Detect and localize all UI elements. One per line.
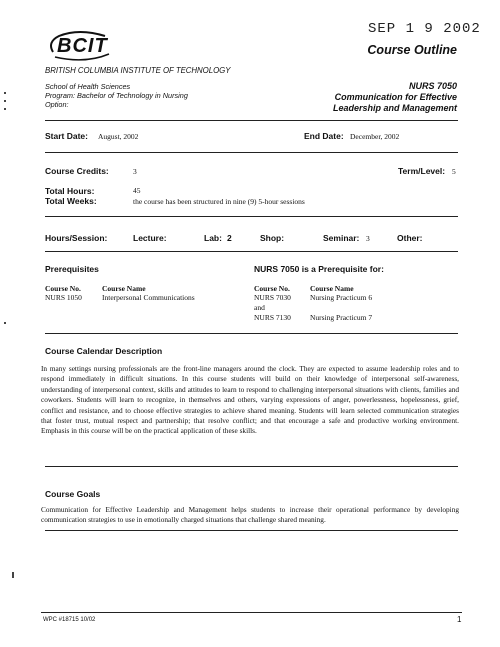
divider xyxy=(45,530,458,531)
prerequisite-for-heading: NURS 7050 is a Prerequisite for: xyxy=(254,264,384,274)
footer-document-id: WPC #18715 10/02 xyxy=(43,617,96,623)
seminar-value: 3 xyxy=(366,234,370,243)
course-goals-heading: Course Goals xyxy=(45,489,101,499)
divider xyxy=(45,251,458,252)
hours-session-label: Hours/Session: xyxy=(45,233,108,243)
school-name: School of Health Sciences xyxy=(45,82,131,91)
divider xyxy=(45,216,458,217)
prereq-course-no: NURS 1050 xyxy=(45,293,82,302)
calendar-description-heading: Course Calendar Description xyxy=(45,346,163,356)
divider xyxy=(45,333,458,334)
col-course-name: Course Name xyxy=(310,284,354,293)
start-date-value: August, 2002 xyxy=(98,132,139,141)
next-course-no: NURS 7030 xyxy=(254,293,291,302)
next-course-name: Nursing Practicum 7 xyxy=(310,313,373,322)
divider xyxy=(45,152,458,153)
lecture-label: Lecture: xyxy=(133,233,167,243)
other-label: Other: xyxy=(397,233,423,243)
institution-name: BRITISH COLUMBIA INSTITUTE OF TECHNOLOGY xyxy=(45,66,231,75)
footer-divider xyxy=(41,612,462,613)
course-code: NURS 7050 xyxy=(408,81,457,91)
bcit-logo xyxy=(45,30,115,64)
course-credits-value: 3 xyxy=(133,167,137,176)
received-date-stamp: SEP 1 9 2002 xyxy=(368,21,481,37)
logo-text: BCIT xyxy=(57,35,108,57)
program-name: Program: Bachelor of Technology in Nursing xyxy=(45,91,188,100)
divider xyxy=(45,466,458,467)
end-date-label: End Date: xyxy=(304,131,344,141)
course-goals-text: Communication for Effective Leadership and Management helps students to increase their operational performance by developing communication strategies to use in emotionally charged situations that challenge shared meaning. xyxy=(41,505,459,525)
course-title-line1: Communication for Effective xyxy=(334,92,457,102)
option-label: Option: xyxy=(45,100,69,109)
next-course-no: NURS 7130 xyxy=(254,313,291,322)
term-level-label: Term/Level: xyxy=(398,166,446,176)
scan-mark xyxy=(4,100,6,102)
col-course-name: Course Name xyxy=(102,284,146,293)
total-hours-value: 45 xyxy=(133,186,141,195)
calendar-description-text: In many settings nursing professionals are the front-line managers around the clock. They are expected to assume leadership roles and to respond immediately in difficult situations. In this course students will build on their knowledge of interpersonal self-awareness, understanding of interpersonal context, skills and attitudes to learn to respond to challenging interpersonal situations with clients, families and coworkers. Students will learn to recognize, in themselves and others, varying expressions of anger, powerlessness, hopelessness, grief, conflict and resistance, and to choose effective strategies to achieve shared meaning. Students will learn selected communication strategies that foster trust, mutual respect and partnership; that resolve conflict; and that encourage a safe and productive working environment. Emphasis in this course will be on the practical application of these skills. xyxy=(41,364,459,436)
divider xyxy=(45,120,458,121)
next-course-connector: and xyxy=(254,303,265,312)
total-weeks-label: Total Weeks: xyxy=(45,196,97,206)
next-course-name: Nursing Practicum 6 xyxy=(310,293,373,302)
scan-mark xyxy=(4,92,6,94)
shop-label: Shop: xyxy=(260,233,285,243)
prerequisites-heading: Prerequisites xyxy=(45,264,99,274)
prereq-course-name: Interpersonal Communications xyxy=(102,293,195,302)
scan-mark xyxy=(12,572,14,578)
page-number: 1 xyxy=(457,615,462,624)
total-weeks-value: the course has been structured in nine (9) 5-hour sessions xyxy=(133,197,305,206)
document-type-title: Course Outline xyxy=(367,43,457,57)
seminar-label: Seminar: xyxy=(323,233,360,243)
lab-label: Lab: xyxy=(204,233,222,243)
term-level-value: 5 xyxy=(452,167,456,176)
start-date-label: Start Date: xyxy=(45,131,88,141)
end-date-value: December, 2002 xyxy=(350,132,400,141)
lab-value: 2 xyxy=(227,233,232,243)
scan-mark xyxy=(4,322,6,324)
course-title-line2: Leadership and Management xyxy=(332,103,457,113)
scan-mark xyxy=(4,108,6,110)
total-hours-label: Total Hours: xyxy=(45,186,95,196)
col-course-no: Course No. xyxy=(45,284,81,293)
col-course-no: Course No. xyxy=(254,284,290,293)
course-credits-label: Course Credits: xyxy=(45,166,109,176)
